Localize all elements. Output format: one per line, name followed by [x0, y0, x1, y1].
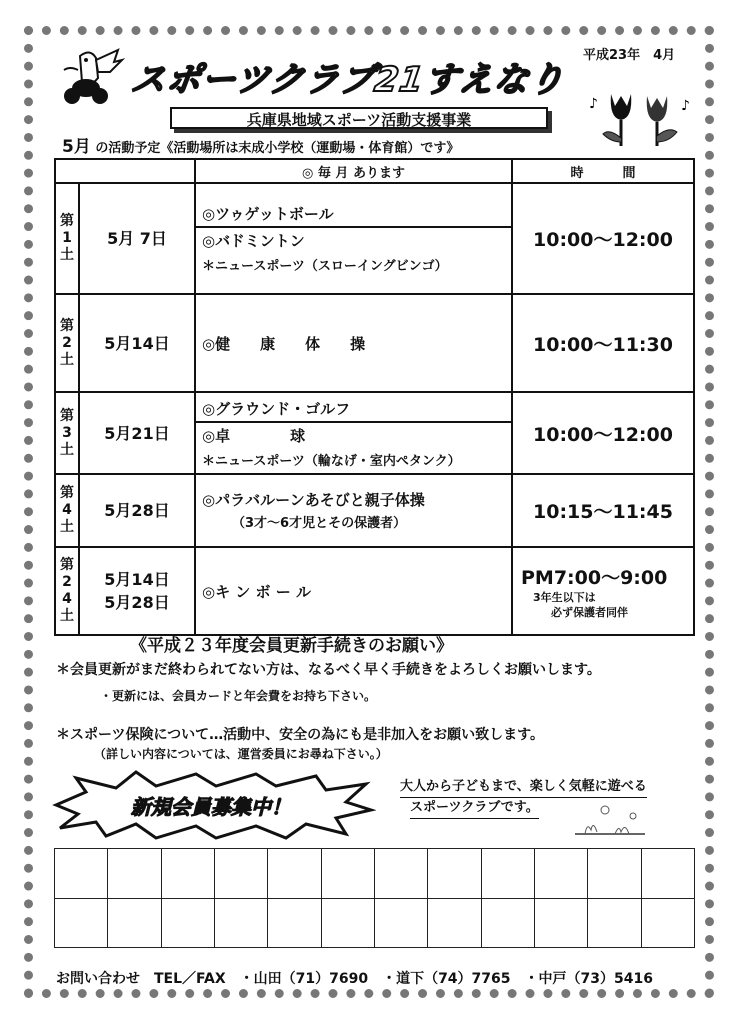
- table-row: [55, 547, 694, 635]
- activity-cell: [195, 547, 512, 635]
- week-cell: 第 1 土: [55, 183, 79, 294]
- activity-item: ◎健 康 体 操: [202, 334, 366, 353]
- bird-mascot-icon: [60, 48, 130, 106]
- activity-sub: ＊ニュースポーツ（輪なげ・室内ペタンク）: [202, 453, 461, 469]
- grid-cell: [481, 849, 534, 899]
- grid-cell: [108, 898, 161, 948]
- table-row: [55, 392, 694, 474]
- grid-row: [55, 849, 695, 899]
- grid-cell: [641, 898, 694, 948]
- activity-item: ◎バドミントン: [196, 226, 511, 253]
- date-cell: 5月 7日: [79, 183, 195, 294]
- activity-plan-heading: [62, 132, 459, 157]
- grid-cell: [268, 849, 321, 899]
- activity-item: ◎パラバルーンあそびと親子体操: [202, 491, 425, 509]
- grid-cell: [161, 849, 214, 899]
- grid-cell: [268, 898, 321, 948]
- time-note: 3年生以下は: [533, 590, 596, 604]
- grid-cell: [534, 849, 587, 899]
- activity-item: ◎キ ン ボ ー ル: [202, 582, 311, 601]
- club-title: スポーツクラブ21すえなり: [128, 60, 567, 100]
- date-cell: 5月21日: [79, 392, 195, 474]
- notice-line: ＊スポーツ保険について…活動中、安全の為にも是非加入をお願い致します。: [56, 727, 545, 743]
- grid-cell: [428, 849, 481, 899]
- notice-line: ＊会員更新がまだ終わられてない方は、なるべく早く手続きをよろしくお願いします。: [56, 662, 601, 678]
- member-grid: [54, 848, 695, 948]
- week-cell: 第 2 土: [55, 294, 79, 392]
- schedule-table: [54, 158, 695, 636]
- grid-cell: [588, 898, 641, 948]
- table-row: [55, 474, 694, 547]
- header-blank: [55, 159, 195, 183]
- table-row: [55, 183, 694, 294]
- date-cell: 5月14日 5月28日: [79, 547, 195, 635]
- svg-text:♪: ♪: [681, 98, 690, 114]
- activity-note: （3才～6才児とその保護者）: [232, 516, 407, 531]
- grid-cell: [161, 898, 214, 948]
- subtitle-banner: 兵庫県地域スポーツ活動支援事業: [170, 107, 548, 129]
- grid-row: [55, 898, 695, 948]
- grid-cell: [214, 849, 267, 899]
- time-cell: [512, 547, 694, 635]
- grid-cell: [534, 898, 587, 948]
- grid-cell: [321, 898, 374, 948]
- time-note: 必ず保護者同伴: [551, 605, 628, 619]
- activity-item: ◎グラウンド・ゴルフ: [202, 399, 351, 418]
- grid-cell: [374, 898, 427, 948]
- svg-text:♪: ♪: [589, 96, 598, 112]
- issue-date: 平成23年 4月: [583, 48, 676, 63]
- date-cell: 5月14日: [79, 294, 195, 392]
- slogan-line: スポーツクラブです。: [410, 798, 539, 819]
- activity-cell: [195, 392, 512, 474]
- time-cell: 10:15～11:45: [512, 474, 694, 547]
- time-cell: 10:00～12:00: [512, 183, 694, 294]
- slogan-line: 大人から子どもまで、楽しく気軽に遊べる: [400, 777, 647, 798]
- header-time: 時 間: [512, 159, 694, 183]
- recruit-burst: [46, 770, 376, 840]
- plan-month: 5月: [62, 137, 91, 157]
- activity-cell: [195, 294, 512, 392]
- plan-text: の活動予定《活動場所は末成小学校（運動場・体育館）です》: [95, 141, 460, 156]
- time-cell: 10:00～12:00: [512, 392, 694, 474]
- notice-line: ・更新には、会員カードと年会費をお持ち下さい。: [100, 689, 377, 703]
- notice-title: 《平成２３年度会員更新手続きのお願い》: [130, 636, 453, 656]
- table-header-row: [55, 159, 694, 183]
- activity-item: ◎卓 球: [196, 421, 511, 448]
- week-cell: 第 2 4 土: [55, 547, 79, 635]
- contact-line: お問い合わせ TEL／FAX ・山田（71）7690 ・道下（74）7765 ・中戸（73）5416: [56, 971, 653, 987]
- activity-cell: [195, 474, 512, 547]
- grid-cell: [321, 849, 374, 899]
- grid-cell: [374, 849, 427, 899]
- grid-cell: [428, 898, 481, 948]
- grid-cell: [55, 849, 108, 899]
- date-cell: 5月28日: [79, 474, 195, 547]
- week-cell: 第 4 土: [55, 474, 79, 547]
- grid-cell: [214, 898, 267, 948]
- table-row: [55, 294, 694, 392]
- header-activity: ◎ 毎 月 あります: [195, 159, 512, 183]
- burst-text: 新規会員募集中！: [131, 795, 291, 819]
- activity-item: ◎ツゥゲットボール: [202, 205, 334, 223]
- week-cell: 第 3 土: [55, 392, 79, 474]
- notice-line: （詳しい内容については、運営委員にお尋ね下さい。）: [94, 747, 388, 761]
- grid-cell: [641, 849, 694, 899]
- tulip-flowers-icon: [585, 88, 697, 148]
- time-cell: 10:00～11:30: [512, 294, 694, 392]
- grid-cell: [588, 849, 641, 899]
- grid-cell: [55, 898, 108, 948]
- activity-cell: [195, 183, 512, 294]
- grid-cell: [108, 849, 161, 899]
- grid-cell: [481, 898, 534, 948]
- flower-grass-icon: [575, 800, 645, 836]
- time-value: PM7:00～9:00: [521, 566, 668, 589]
- activity-sub: ＊ニュースポーツ（スローイングビンゴ）: [202, 259, 448, 274]
